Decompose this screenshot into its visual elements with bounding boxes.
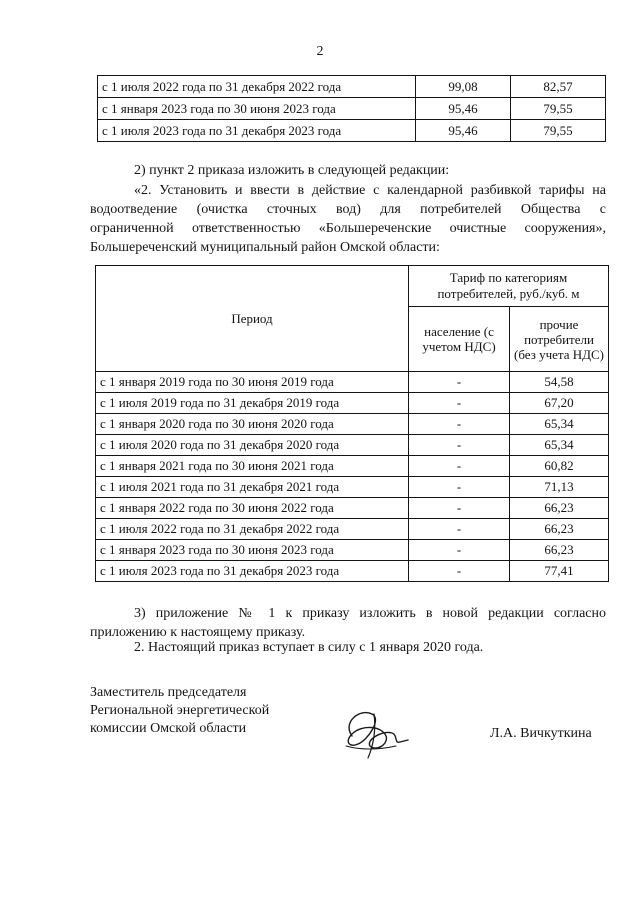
point-3-line-1: 3) приложение № 1 к приказу изложить в новой редакции согласно	[134, 606, 606, 621]
signer-title-line-1: Заместитель председателя	[90, 685, 247, 700]
value-cell: 79,55	[511, 120, 606, 142]
tariff-table-header	[96, 266, 609, 372]
value-cell: 99,08	[416, 76, 511, 98]
value-cell: -	[409, 477, 510, 498]
value-cell: -	[409, 393, 510, 414]
period-cell: с 1 января 2022 года по 30 июня 2022 года	[96, 498, 409, 519]
header-tariff	[409, 266, 609, 307]
table-row	[98, 120, 606, 142]
tariff-table-body	[96, 372, 609, 582]
item-2-paragraph: 2. Настоящий приказ вступает в силу с 1 января 2020 года.	[134, 640, 484, 655]
table-row	[96, 414, 609, 435]
value-cell: 77,41	[510, 561, 609, 582]
value-cell: 54,58	[510, 372, 609, 393]
value-cell: -	[409, 435, 510, 456]
handwritten-signature	[338, 700, 418, 762]
table-row	[96, 519, 609, 540]
table-row	[98, 76, 606, 98]
page-number: 2	[316, 44, 324, 59]
value-cell: -	[409, 561, 510, 582]
value-cell: -	[409, 498, 510, 519]
period-cell: с 1 июля 2022 года по 31 декабря 2022 года	[98, 76, 416, 98]
period-cell: с 1 января 2020 года по 30 июня 2020 года	[96, 414, 409, 435]
value-cell: -	[409, 540, 510, 561]
value-cell: 82,57	[511, 76, 606, 98]
tariff-table-continued	[97, 75, 606, 142]
value-cell: 71,13	[510, 477, 609, 498]
period-cell: с 1 июля 2023 года по 31 декабря 2023 года	[96, 561, 409, 582]
value-cell: 60,82	[510, 456, 609, 477]
tariff-table	[95, 265, 609, 582]
table-row	[98, 98, 606, 120]
period-cell: с 1 июля 2019 года по 31 декабря 2019 года	[96, 393, 409, 414]
value-cell: 65,34	[510, 414, 609, 435]
tariff-table-continued-body	[98, 76, 606, 142]
header-population: население (с учетом НДС)	[409, 307, 510, 372]
value-cell: 65,34	[510, 435, 609, 456]
value-cell: 66,23	[510, 540, 609, 561]
quote-line-2: водоотведение (очистка сточных вод) для потребителей Общества с	[90, 202, 606, 217]
header-period: Период	[96, 266, 409, 372]
value-cell: -	[409, 456, 510, 477]
header-tariff-line-1: Тариф по категориям	[449, 270, 568, 285]
value-cell: 66,23	[510, 519, 609, 540]
table-row	[96, 456, 609, 477]
quote-line-3: ограниченной ответственностью «Большереченские очистные сооружения»,	[90, 221, 606, 236]
signer-title-line-3: комиссии Омской области	[90, 721, 247, 736]
table-row	[96, 372, 609, 393]
value-cell: 95,46	[416, 98, 511, 120]
value-cell: 95,46	[416, 120, 511, 142]
table-row	[96, 477, 609, 498]
signer-title-line-2: Региональной энергетической	[90, 703, 270, 718]
period-cell: с 1 января 2021 года по 30 июня 2021 года	[96, 456, 409, 477]
period-cell: с 1 января 2023 года по 30 июня 2023 года	[98, 98, 416, 120]
table-row	[96, 540, 609, 561]
table-row	[96, 393, 609, 414]
period-cell: с 1 июля 2020 года по 31 декабря 2020 года	[96, 435, 409, 456]
period-cell: с 1 января 2023 года по 30 июня 2023 года	[96, 540, 409, 561]
quote-line-4: Большереченский муниципальный район Омской области:	[90, 240, 440, 255]
period-cell: с 1 июля 2023 года по 31 декабря 2023 года	[98, 120, 416, 142]
table-row	[96, 561, 609, 582]
header-other-consumers: прочие потребители (без учета НДС)	[510, 307, 609, 372]
period-cell: с 1 января 2019 года по 30 июня 2019 года	[96, 372, 409, 393]
point-3-line-2: приложению к настоящему приказу.	[90, 625, 306, 640]
value-cell: -	[409, 519, 510, 540]
signer-title	[90, 684, 269, 738]
quote-line-1: «2. Установить и ввести в действие с календарной разбивкой тарифы на	[134, 183, 606, 198]
value-cell: 66,23	[510, 498, 609, 519]
value-cell: 67,20	[510, 393, 609, 414]
signer-name: Л.А. Вичкуткина	[490, 726, 592, 741]
period-cell: с 1 июля 2021 года по 31 декабря 2021 года	[96, 477, 409, 498]
table-row	[96, 435, 609, 456]
value-cell: -	[409, 372, 510, 393]
value-cell: 79,55	[511, 98, 606, 120]
value-cell: -	[409, 414, 510, 435]
period-cell: с 1 июля 2022 года по 31 декабря 2022 года	[96, 519, 409, 540]
point-2-paragraph: 2) пункт 2 приказа изложить в следующей редакции:	[134, 163, 450, 178]
table-row	[96, 498, 609, 519]
header-tariff-line-2: потребителей, руб./куб. м	[437, 286, 580, 301]
